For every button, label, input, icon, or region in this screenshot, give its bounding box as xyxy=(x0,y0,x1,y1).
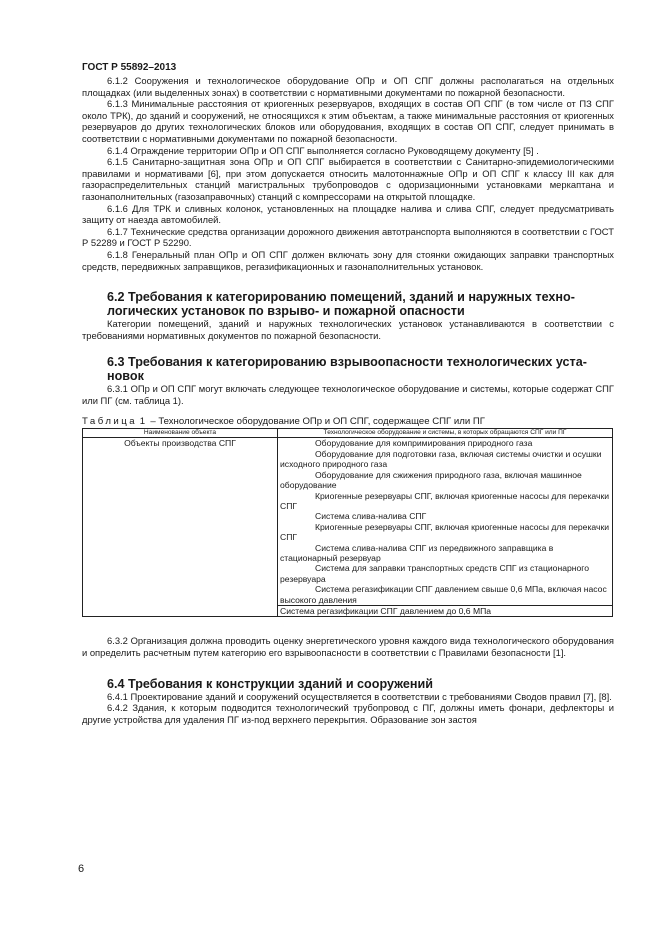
table-row xyxy=(83,438,613,606)
paragraph-6-2: Категории помещений, зданий и наружных технологических установок устанавливаются в соответствии с требованиями нормативных документов по пожарной безопасности. xyxy=(82,318,614,341)
paragraph-6-1-7: 6.1.7 Технические средства организации дорожного движения автотранспорта выполняются в соответствии с ГОСТ Р 52289 и ГОСТ Р 52290. xyxy=(82,225,614,249)
list-item: Оборудование для сжижения природного газа, включая машинное оборудование xyxy=(280,469,582,491)
list-item: Система регазификации СПГ давлением до 0,6 МПа xyxy=(280,605,492,616)
equipment-list-cell xyxy=(278,438,613,606)
standard-header: ГОСТ Р 55892–2013 xyxy=(82,62,177,73)
list-item: Система слива-налива СПГ из передвижного заправщика в стационарный резервуар xyxy=(280,542,554,563)
section-6-4-title: 6.4 Требования к конструкции зданий и сооружений xyxy=(107,676,433,691)
section-6-2-title: 6.2 Требования к категорированию помещений, зданий и наружных техно- логических установок по взрыво- и пожарной опасности xyxy=(107,290,575,319)
list-item: Оборудование для компримирования природного газа xyxy=(315,438,533,449)
list-item: Система слива-налива СПГ xyxy=(315,511,427,522)
paragraph-6-3-2: 6.3.2 Организация должна проводить оценку энергетического уровня каждого вида технологического оборудования и определить расчетным путем категорию его взрывоопасности в соответствии с Правилами безопасности [1]. xyxy=(82,635,614,658)
object-name-cell: Объекты производства СПГ xyxy=(83,438,278,617)
page-number: 6 xyxy=(78,863,85,875)
paragraph-6-1-8: 6.1.8 Генеральный план ОПр и ОП СПГ должен включать зону для стоянки ожидающих заправки транспортных средств, передвижных заправщиков, регазификационных и газонаполнительных установок. xyxy=(82,248,614,272)
paragraph-6-3-1: 6.3.1 ОПр и ОП СПГ могут включать следующее технологическое оборудование и системы, которые содержат СПГ или ПГ (см. таблица 1). xyxy=(82,383,614,406)
paragraph-6-4-2: 6.4.2 Здания, к которым подводится технологический трубопровод с ПГ, должны иметь фонари, дефлекторы и другие устройства для удаления ПГ из-под верхнего перекрытия. Образование зон застоя xyxy=(82,702,614,725)
list-item: Оборудование для подготовки газа, включая системы очистки и осушки исходного природного газа xyxy=(280,448,602,470)
document-page xyxy=(82,62,614,725)
table-header-row xyxy=(83,429,613,438)
col1-header: Наименование объекта xyxy=(83,429,278,438)
paragraph-6-1-3: 6.1.3 Минимальные расстояния от криогенных резервуаров, входящих в состав ОП СПГ (в том числе от ПЗ СПГ около ТРК), до зданий и сооружений, не относящихся к этим объектам, а также минимальные расстояния от криогенных резервуаров до других технологических блоков или оборудования, входящих в состав ОП СПГ, следует принимать в соответствии с нормативными документами по пожарной безопасности. xyxy=(82,98,614,144)
list-item: Система для заправки транспортных средств СПГ из стационарного резервуара xyxy=(280,563,590,584)
list-item: Криогенные резервуары СПГ, включая криогенные насосы для перекачки СПГ xyxy=(280,521,610,543)
list-item: Система регазификации СПГ давлением свыше 0,6 МПа, включая насос высокого давления xyxy=(280,584,607,605)
last-item-cell xyxy=(278,605,613,616)
equipment-table xyxy=(82,428,613,617)
section-6-3-title: 6.3 Требования к категорированию взрывоопасности технологических уста- новок xyxy=(107,355,587,384)
col2-header: Технологическое оборудование и системы, в которых обращаются СПГ или ПГ xyxy=(278,429,613,438)
table-caption: Таблица 1 – Технологическое оборудование ОПр и ОП СПГ, содержащее СПГ или ПГ xyxy=(82,416,485,428)
paragraph-6-1-2: 6.1.2 Сооружения и технологическое оборудование ОПр и ОП СПГ должны располагаться на отдельных площадках (или выделенных зонах) в соответствии с нормативными документами по пожарной безопасности. xyxy=(82,75,614,98)
paragraph-6-1-6: 6.1.6 Для ТРК и сливных колонок, установленных на площадке налива и слива СПГ, следует предусматривать защиту от наезда автомобилей. xyxy=(82,202,614,226)
list-item: Криогенные резервуары СПГ, включая криогенные насосы для перекачки СПГ xyxy=(280,490,610,511)
paragraph-6-1-4: 6.1.4 Ограждение территории ОПр и ОП СПГ выполняется согласно Руководящему документу [5] . xyxy=(107,144,539,156)
paragraph-6-1-5: 6.1.5 Санитарно-защитная зона ОПр и ОП СПГ выбирается в соответствии с Санитарно-эпидемиологическими правилами и нормативами [6], при этом допускается относить малотоннажные ОПр и ОП СПГ к классу III как для газораспределительных станций магистральных трубопроводов с одоризационными установками меркаптана и газонаполнительных (газозаправочных) станций с компрессорами на открытой площадке. xyxy=(82,156,614,202)
paragraph-6-4-1: 6.4.1 Проектирование зданий и сооружений осуществляется в соответствии с требованиями Сводов правил [7], [8]. xyxy=(107,690,612,702)
